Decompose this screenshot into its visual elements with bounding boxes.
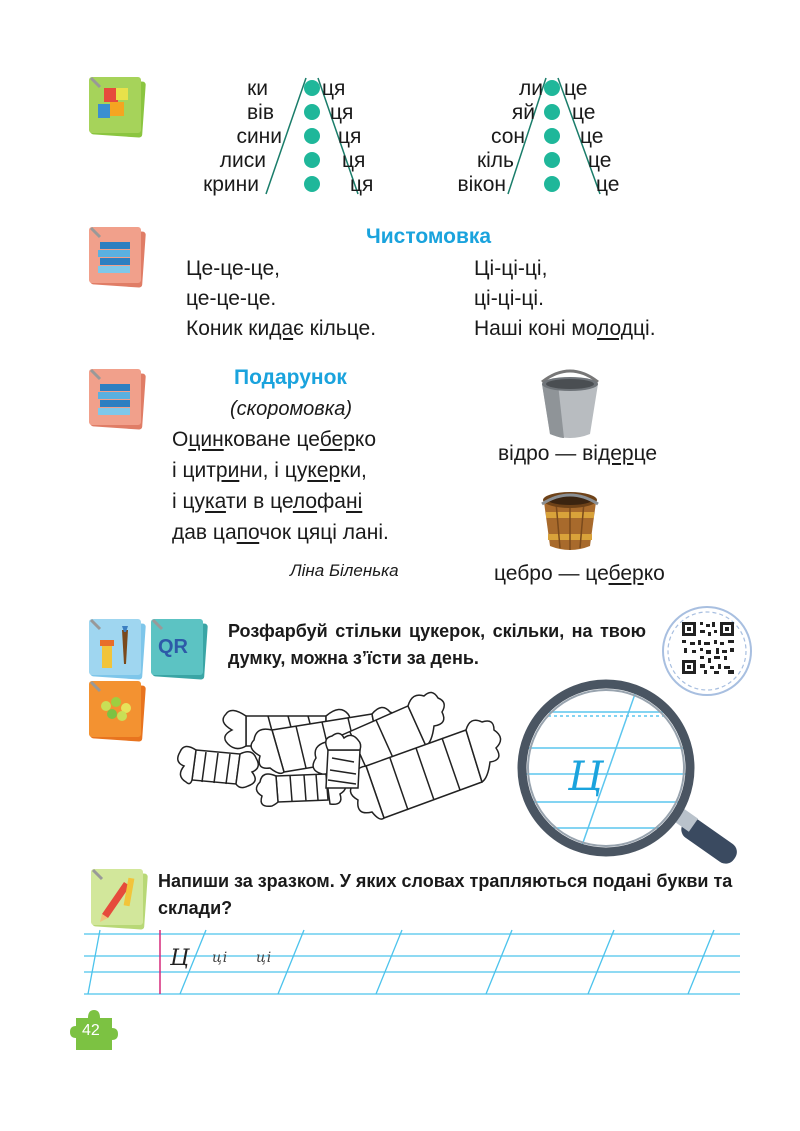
- coloring-task-text: Розфарбуй стільки цукерок, скільки, на твою думку, можна з’їсти за день.: [228, 621, 646, 668]
- syllable-start: сон: [490, 125, 525, 148]
- sample-syllable: ці: [256, 950, 273, 966]
- wooden-tub-image: [534, 478, 606, 559]
- writing-task-text: Напиши за зразком. У яких словах трапляються подані букви та склади?: [158, 871, 733, 918]
- bucket-image: [534, 366, 606, 447]
- pencil-icon: [88, 866, 144, 926]
- qr-icon: [148, 616, 204, 676]
- books-icon: [86, 366, 142, 426]
- syllable-start: кіль: [476, 149, 514, 172]
- candy: [326, 733, 361, 788]
- verse-line: Наші коні молодці.: [474, 317, 656, 340]
- verse-line: і цитрини, і цукерки,: [172, 459, 367, 482]
- tongue-twister-left: [186, 254, 376, 344]
- books-icon: [86, 224, 142, 284]
- magnifier-illustration: [512, 674, 750, 871]
- page-number: 42: [82, 1022, 100, 1039]
- paintbrush-icon: [86, 616, 142, 676]
- candies-icon: [86, 678, 142, 738]
- verse-line: Це-це-це,: [186, 257, 280, 280]
- verse-line: і цукати в целофані: [172, 490, 363, 513]
- syllable-start: вів: [247, 101, 274, 124]
- poem-title: Подарунок: [234, 366, 347, 389]
- verse-line: дав цапочок цяці лані.: [172, 521, 389, 544]
- syllable-start: вікон: [457, 173, 506, 196]
- syllable-start: лиси: [219, 149, 266, 172]
- tub-caption: цебро — цеберко: [494, 562, 665, 585]
- verse-line: ці-ці-ці.: [474, 287, 544, 310]
- tongue-twister-right: [474, 254, 656, 344]
- syllable-end: ця: [322, 77, 346, 100]
- poem-subtitle: (скоромовка): [230, 398, 352, 420]
- candy: [178, 746, 259, 787]
- syllable-end: це: [572, 101, 596, 124]
- tongue-twister-title: Чистомовка: [366, 225, 492, 248]
- syllable-start: ки: [247, 77, 268, 100]
- syllable-end: це: [596, 173, 620, 196]
- candies-coloring-image[interactable]: [176, 686, 506, 837]
- syllable-start: сини: [236, 125, 282, 148]
- syllable-end: ця: [350, 173, 374, 196]
- verse-line: Коник кидає кільце.: [186, 317, 377, 340]
- syllable-end: це: [580, 125, 604, 148]
- verse-line: Ці-ці-ці,: [474, 257, 548, 280]
- blocks-icon: [86, 74, 142, 134]
- poem-body: [172, 424, 389, 548]
- syllable-end: ця: [338, 125, 362, 148]
- syllable-end: ця: [330, 101, 354, 124]
- magnifier-letter: Ц: [568, 754, 603, 800]
- syllable-start: крини: [203, 173, 259, 196]
- syllable-start: яй: [511, 101, 535, 124]
- page-number-badge: [70, 1008, 118, 1057]
- verse-line: це-це-це.: [186, 287, 277, 310]
- syllable-end: це: [564, 77, 588, 100]
- writing-area[interactable]: [84, 926, 744, 1005]
- syllable-end: ця: [342, 149, 366, 172]
- verse-line: Оцинковане цеберко: [172, 428, 377, 451]
- sample-syllable: ці: [212, 950, 229, 966]
- syllable-end: це: [588, 149, 612, 172]
- poem-author: Ліна Біленька: [290, 561, 399, 580]
- bucket-caption: відро — відерце: [498, 442, 658, 465]
- qr-label: QR: [158, 636, 188, 658]
- syllable-start: ли: [519, 77, 543, 100]
- sample-letter: Ц: [170, 946, 190, 971]
